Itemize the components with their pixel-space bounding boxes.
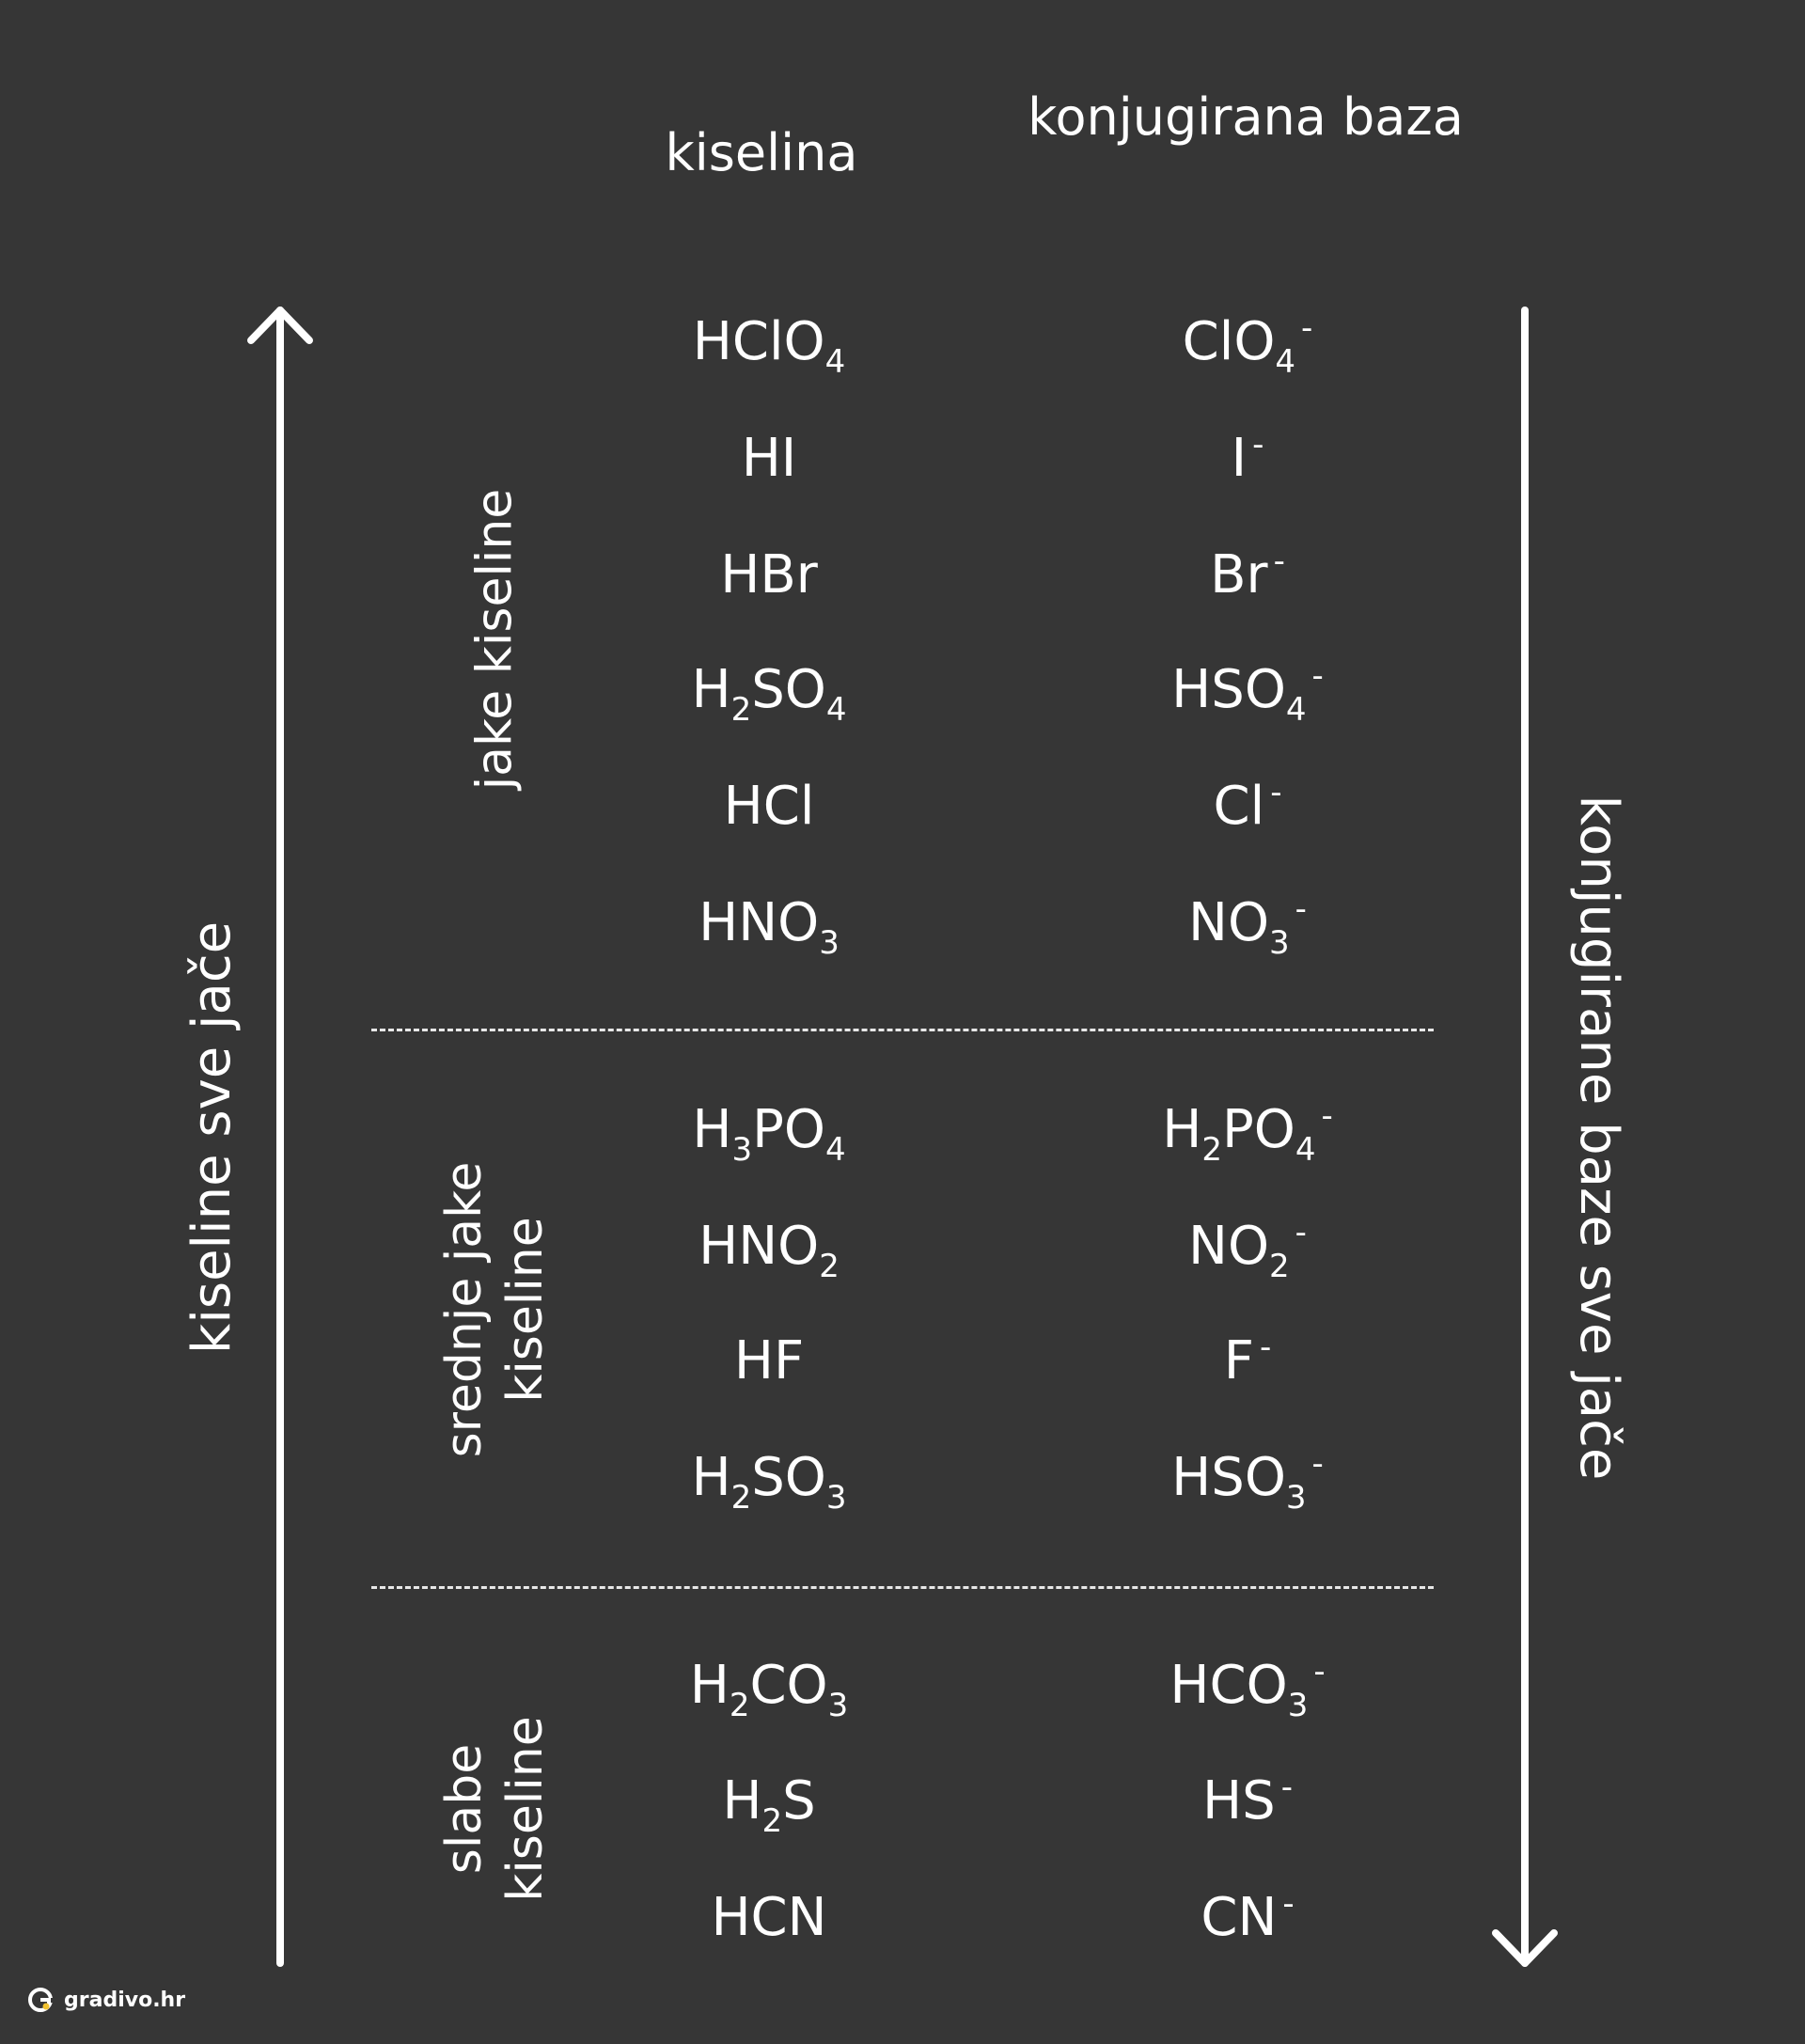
formula-text: ClO	[1182, 311, 1276, 372]
formula-subscript: 4	[825, 691, 847, 729]
formula-text: HF	[733, 1330, 805, 1391]
formula-text: H	[692, 1099, 732, 1160]
group-label-strong: jake kiseline	[466, 488, 524, 791]
formula-text: HSO	[1171, 1447, 1286, 1508]
formula-subscript: 4	[1295, 1131, 1316, 1169]
formula-subscript: 3	[825, 1479, 847, 1517]
formula-text: HI	[741, 428, 797, 489]
formula-charge: -	[1259, 1329, 1272, 1366]
acid-column-header: kiselina	[665, 123, 858, 182]
down-arrow-icon	[1496, 310, 1554, 1963]
formula-charge: -	[1252, 426, 1264, 464]
formula-charge: -	[1301, 309, 1313, 347]
formula-charge: -	[1321, 1097, 1333, 1135]
formula-text: H	[691, 1447, 731, 1508]
formula-text: NO	[1188, 892, 1270, 953]
formula-subscript: 2	[729, 1687, 750, 1724]
formula-text: CN	[1201, 1887, 1278, 1948]
formula-subscript: 3	[1287, 1687, 1309, 1724]
formula-charge: -	[1295, 1214, 1307, 1251]
formula-text: HClO	[692, 311, 825, 372]
formula-subscript: 3	[731, 1131, 753, 1169]
gradivo-logo-icon	[26, 1986, 55, 2014]
formula-text: HBr	[720, 544, 818, 605]
group-label-medium: srednje jake kiseline	[436, 1161, 554, 1458]
left-axis-label: kiseline sve jače	[181, 920, 243, 1355]
up-arrow-icon	[251, 310, 309, 1963]
formula-subscript: 2	[1269, 1248, 1290, 1285]
formula-text: HCl	[723, 776, 815, 837]
formula-subscript: 3	[1285, 1479, 1307, 1517]
formula-text: F	[1223, 1330, 1254, 1391]
formula-text: H	[722, 1770, 762, 1832]
formula-subscript: 2	[730, 1479, 752, 1517]
formula-subscript: 4	[824, 343, 846, 381]
formula-text: HNO	[698, 892, 820, 953]
formula-text: HS	[1202, 1770, 1276, 1832]
formula-charge: -	[1295, 890, 1307, 928]
formula-text: HSO	[1171, 659, 1286, 720]
formula-text: CO	[749, 1655, 828, 1716]
logo-text: gradivo.hr	[64, 1988, 186, 2012]
group-label-weak: slabe kiseline	[436, 1716, 554, 1902]
formula-charge: -	[1282, 1885, 1295, 1923]
formula-text: SO	[751, 659, 826, 720]
formula-subscript: 4	[1285, 691, 1307, 729]
formula-text: Cl	[1213, 776, 1265, 837]
formula-charge: -	[1270, 774, 1282, 811]
formula-text: H	[689, 1655, 730, 1716]
formula-subscript: 2	[761, 1802, 783, 1840]
formula-charge: -	[1280, 1769, 1293, 1806]
formula-subscript: 4	[1275, 343, 1296, 381]
formula-text: NO	[1188, 1216, 1270, 1277]
formula-charge: -	[1273, 542, 1285, 580]
formula-text: PO	[1221, 1099, 1295, 1160]
formula-text: S	[782, 1770, 816, 1832]
formula-charge: -	[1311, 1445, 1324, 1483]
formula-text: I	[1231, 428, 1248, 489]
formula-subscript: 3	[819, 924, 840, 962]
formula-text: Br	[1210, 544, 1268, 605]
base-column-header: konjugirana baza	[1028, 87, 1464, 147]
formula-subscript: 3	[827, 1687, 849, 1724]
formula-subscript: 3	[1269, 924, 1290, 962]
formula-subscript: 4	[824, 1131, 846, 1169]
formula-subscript: 2	[1201, 1131, 1222, 1169]
brand-logo	[26, 1986, 185, 2014]
formula-text: HCN	[711, 1887, 827, 1948]
formula-text: H	[691, 659, 731, 720]
formula-charge: -	[1311, 657, 1324, 695]
formula-subscript: 2	[819, 1248, 840, 1285]
formula-text: H	[1162, 1099, 1202, 1160]
formula-charge: -	[1313, 1653, 1326, 1690]
formula-text: HNO	[698, 1216, 820, 1277]
right-axis-label: konjugirane baze sve jače	[1568, 794, 1629, 1481]
formula-text: SO	[751, 1447, 826, 1508]
formula-text: PO	[752, 1099, 825, 1160]
formula-subscript: 2	[730, 691, 752, 729]
formula-text: HCO	[1169, 1655, 1288, 1716]
